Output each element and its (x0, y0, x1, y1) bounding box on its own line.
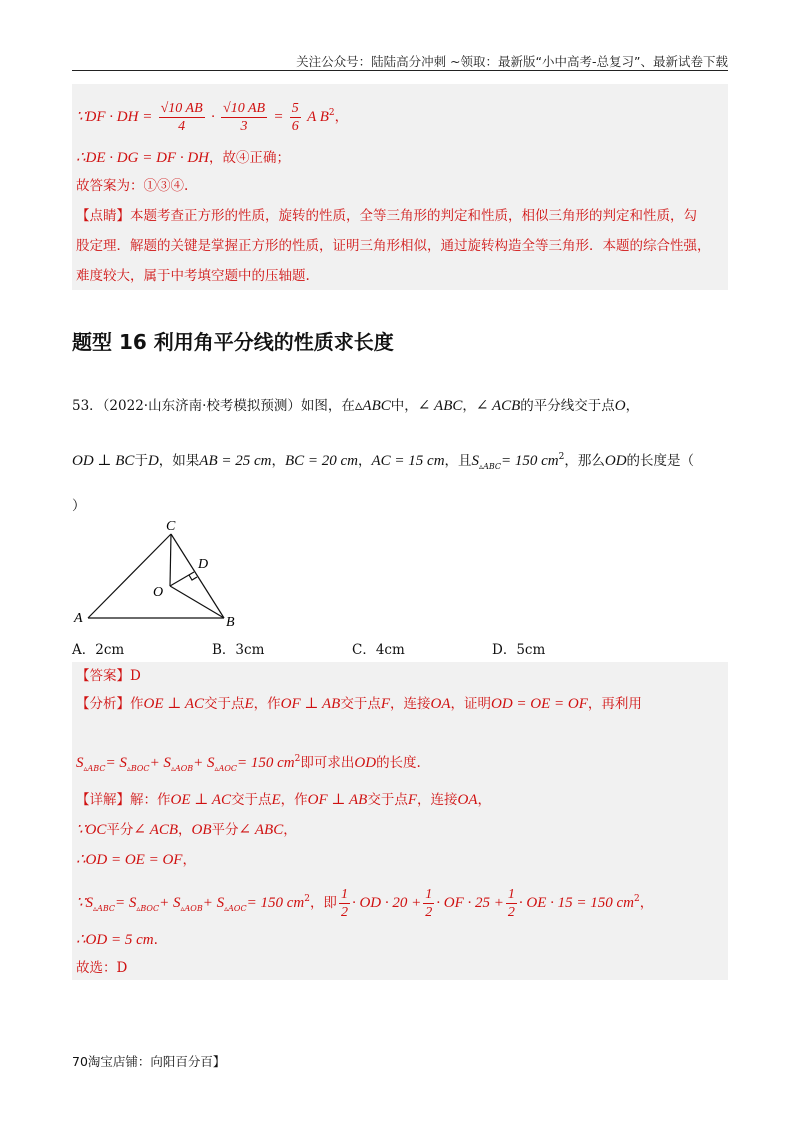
answer-line: 【答案】D (76, 668, 141, 684)
top-line-2: ∴DE · DG = DF · DH，故④正确； (76, 150, 290, 166)
segment-ac (88, 534, 171, 618)
fraction-2: $\frac{√10 AB}{3}$ (223, 101, 266, 134)
label-o: O (153, 585, 164, 600)
segment-ob (170, 586, 224, 618)
label-c: C (166, 519, 176, 534)
area-equation-line: $\because S_{▵ABC}= S_{▵BOC}+ S_{▵AOB}+ S_{▵AOC}= 150$ $cm^2$，即 $\frac{1}{2}$ · OD · 20 + $\frac{1}{2}$ · OF · 25 + $\frac{1}{2}$ · OE · 15 = 150 $cm^2$， (76, 887, 654, 920)
choose-line: 故选：D (76, 960, 128, 976)
choice-a: A．2cm (72, 642, 125, 658)
math-df-dh: ∵DF · DH = (76, 109, 153, 125)
page-header: 关注公众号：陆陆高分冲刺 ~领取：最新版“小中高考-总复习”、最新试卷下载 (296, 54, 728, 69)
bisector-line: ∵OC平分∠ ACB，OB平分∠ ABC， (76, 822, 297, 838)
question-line-3: ） (72, 498, 86, 514)
section-title: 题型 16 利用角平分线的性质求长度 (72, 330, 394, 354)
top-line-5: 股定理．解题的关键是掌握正方形的性质，证明三角形相似，通过旋转构造全等三角形．本题的综合性强， (76, 238, 711, 254)
half-fraction-3: $\frac{1}{2}$ (507, 887, 515, 920)
segment-od (170, 572, 194, 586)
segment-bc (171, 534, 224, 618)
question-line-1: 53．（2022·山东济南·校考模拟预测）如图，在▵ABC中，∠ ABC，∠ ACB的平分线交于点O， (72, 398, 640, 414)
fraction-3: $\frac{5}{6}$ (291, 101, 299, 134)
analysis-line: 【分析】作OE ⊥ AC交于点E，作OF ⊥ AB交于点F，连接OA，证明OD = OE = OF，再利用 (76, 696, 642, 712)
segment-oc (170, 534, 171, 586)
top-line-6: 难度较大，属于中考填空题中的压轴题. (76, 268, 310, 284)
fraction-1: $\frac{√10 AB}{4}$ (160, 101, 203, 134)
half-fraction-1: $\frac{1}{2}$ (340, 887, 348, 920)
od-result-line: ∴OD = 5 cm. (76, 932, 158, 948)
header-rule (72, 70, 728, 71)
detail-line: 【详解】解：作OE ⊥ AC交于点E，作OF ⊥ AB交于点F，连接OA， (76, 792, 491, 808)
half-fraction-2: $\frac{1}{2}$ (425, 887, 433, 920)
top-line-1: ∵DF · DH = $\frac{√10 AB}{4}$ · $\frac{√10 AB}{3}$ = $\frac{5}{6}$ A $B^2$， (76, 101, 349, 134)
choice-c: C．4cm (352, 642, 405, 658)
right-angle-mark (189, 575, 197, 580)
choice-d: D．5cm (492, 642, 546, 658)
question-line-2: OD ⊥ BC于D，如果AB = 25 cm，BC = 20 cm，AC = 15 cm，且$S_{▵ABC}= 150$ $cm^2$，那么OD的长度是（ (72, 452, 695, 471)
page-footer: 70淘宝店铺：向阳百分百】 (72, 1054, 226, 1069)
choice-b: B．3cm (212, 642, 265, 658)
equal-distance-line: ∴OD = OE = OF， (76, 852, 196, 868)
label-a: A (74, 611, 83, 626)
top-line-4: 【点睛】本题考查正方形的性质，旋转的性质，全等三角形的判定和性质，相似三角形的判定和性质，勾 (76, 208, 697, 224)
label-b: B (226, 615, 235, 630)
label-d: D (198, 557, 209, 572)
triangle-figure (66, 516, 246, 632)
area-relation-line: $S_{▵ABC}= S_{▵BOC}+ S_{▵AOB}+ S_{▵AOC}= 150$ $cm^2$即可求出OD的长度. (76, 754, 421, 773)
top-line-3: 故答案为：①③④. (76, 178, 189, 194)
